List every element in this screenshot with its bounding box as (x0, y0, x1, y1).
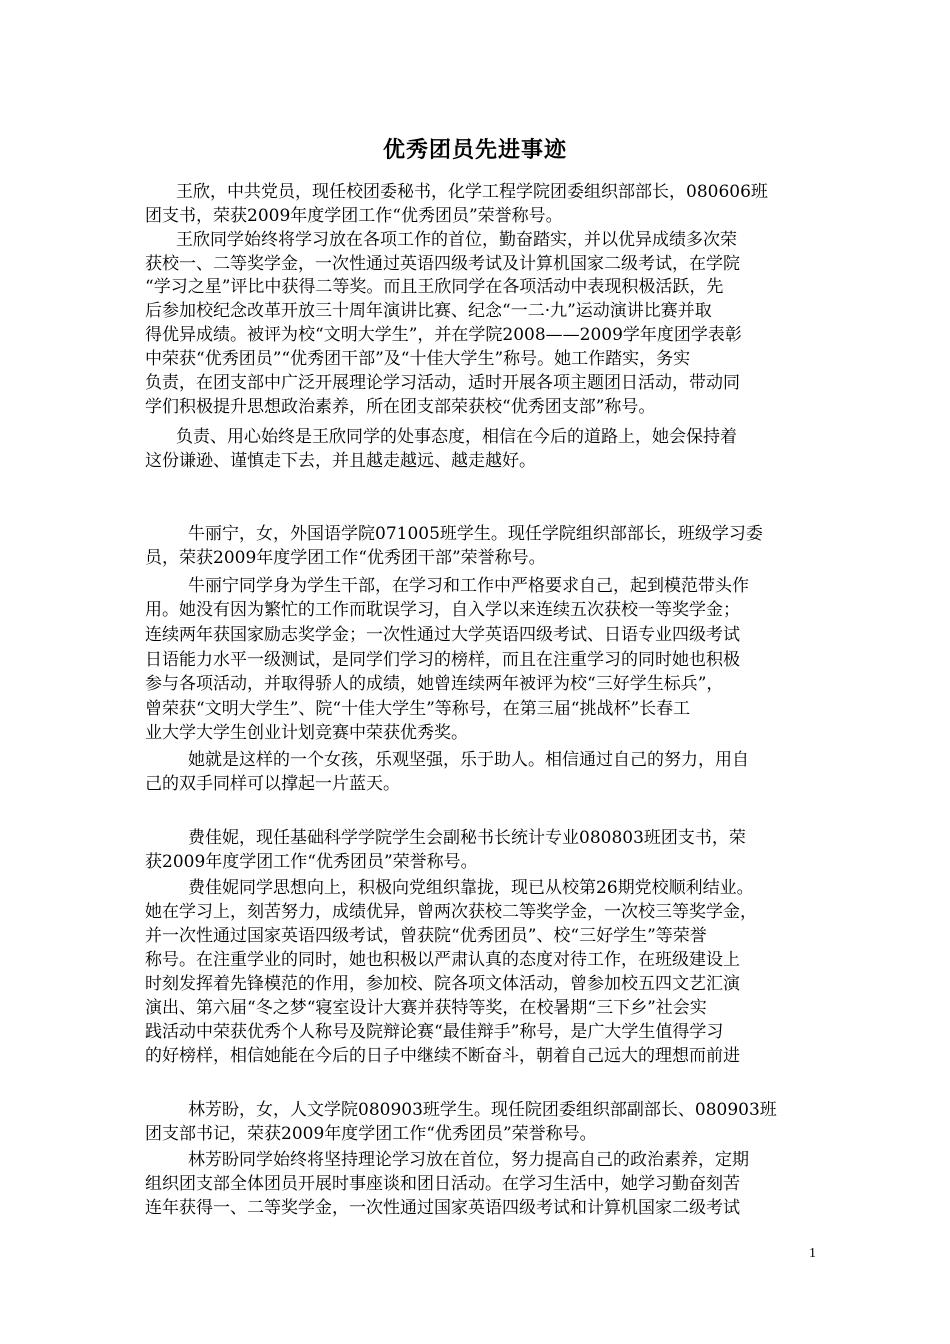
text-line: 中荣获“优秀团员”“优秀团干部”及“十佳大学生”称号。她工作踏实，务实 (145, 349, 691, 369)
text-line: “学习之星”评比中获得二等奖。而且王欣同学在各项活动中表现积极活跃，先 (145, 277, 724, 297)
text-line: 费佳妮同学思想向上，积极向党组织靠拢，现已从校第26期党校顺利结业。 (188, 878, 754, 898)
text-line: 王欣同学始终将学习放在各项工作的首位，勤奋踏实，并以优异成绩多次荣 (176, 230, 737, 250)
text-line: 用。她没有因为繁忙的工作而耽误学习，自入学以来连续五次获校一等奖学金； (145, 600, 740, 620)
text-line: 林芳盼同学始终将坚持理论学习放在首位，努力提高自己的政治素养，定期 (188, 1150, 749, 1170)
text-line: 践活动中荣获优秀个人称号及院辩论赛“最佳辩手”称号，是广大学生值得学习 (145, 1022, 724, 1042)
text-line: 她在学习上，刻苦努力，成绩优异，曾两次获校二等奖学金，一次校三等奖学金， (145, 902, 757, 922)
text-line: 牛丽宁同学身为学生干部，在学习和工作中严格要求自己，起到模范带头作 (188, 576, 749, 596)
text-line: 获2009年度学团工作“优秀团员”荣誉称号。 (145, 852, 478, 872)
text-line: 的好榜样，相信她能在今后的日子中继续不断奋斗，朝着自己远大的理想而前进 (145, 1046, 740, 1066)
text-line: 林芳盼，女，人文学院080903班学生。现任院团委组织部副部长、080903班 (188, 1100, 777, 1120)
text-line: 连续两年获国家励志奖学金；一次性通过大学英语四级考试、日语专业四级考试 (145, 625, 740, 645)
text-line: 组织团支部全体团员开展时事座谈和团日活动。在学习生活中，她学习勤奋刻苦 (145, 1174, 740, 1194)
text-line: 负责、用心始终是王欣同学的处事态度，相信在今后的道路上，她会保持着 (176, 427, 737, 447)
document-title: 优秀团员先进事迹 (382, 138, 567, 163)
text-line: 这份谦逊、谨慎走下去，并且越走越远、越走越好。 (145, 451, 536, 471)
text-line: 并一次性通过国家英语四级考试，曾获院“优秀团员”、校“三好学生”等荣誉 (145, 926, 707, 946)
text-line: 她就是这样的一个女孩，乐观坚强，乐于助人。相信通过自己的努力，用自 (188, 750, 749, 770)
text-line: 后参加校纪念改革开放三十周年演讲比赛、纪念“一二·九”运动演讲比赛并取 (145, 301, 712, 321)
text-line: 牛丽宁，女，外国语学院071005班学生。现任学院组织部部长，班级学习委 (188, 524, 763, 544)
text-line: 业大学大学生创业计划竞赛中荣获优秀奖。 (145, 723, 468, 743)
text-line: 王欣，中共党员，现任校团委秘书，化学工程学院团委组织部部长，080606班 (176, 182, 768, 202)
text-line: 连年获得一、二等奖学金，一次性通过国家英语四级考试和计算机国家二级考试 (145, 1198, 740, 1218)
text-line: 己的双手同样可以撑起一片蓝天。 (145, 774, 400, 794)
text-line: 费佳妮，现任基础科学学院学生会副秘书长统计专业080803班团支书，荣 (188, 828, 746, 848)
text-line: 负责，在团支部中广泛开展理论学习活动，适时开展各项主题团日活动，带动同 (145, 373, 740, 393)
text-line: 团支部书记，荣获2009年度学团工作“优秀团员”荣誉称号。 (145, 1124, 597, 1144)
text-line: 日语能力水平一级测试，是同学们学习的榜样，而且在注重学习的同时她也积极 (145, 650, 740, 670)
text-line: 称号。在注重学业的同时，她也积极以严肃认真的态度对待工作，在班级建设上 (145, 950, 740, 970)
text-line: 团支书，荣获2009年度学团工作“优秀团员”荣誉称号。 (145, 206, 563, 226)
text-line: 得优异成绩。被评为校“文明大学生”，并在学院2008——2009学年度团学表彰 (145, 325, 742, 345)
text-line: 演出、第六届“冬之梦“寝室设计大赛并获特等奖，在校暑期“三下乡”社会实 (145, 998, 707, 1018)
text-line: 员，荣获2009年度学团工作“优秀团干部”荣誉称号。 (145, 548, 546, 568)
text-line: 参与各项活动，并取得骄人的成绩，她曾连续两年被评为校“三好学生标兵”， (145, 674, 724, 694)
text-line: 曾荣获“文明大学生”、院“十佳大学生”等称号，在第三届“挑战杯”长春工 (145, 699, 691, 719)
text-line: 获校一、二等奖学金，一次性通过英语四级考试及计算机国家二级考试，在学院 (145, 254, 740, 274)
text-line: 时刻发挥着先锋模范的作用，参加校、院各项文体活动，曾参加校五四文艺汇演 (145, 974, 740, 994)
text-line: 学们积极提升思想政治素养，所在团支部荣获校“优秀团支部”称号。 (145, 397, 656, 417)
page-number: 1 (809, 1246, 816, 1261)
